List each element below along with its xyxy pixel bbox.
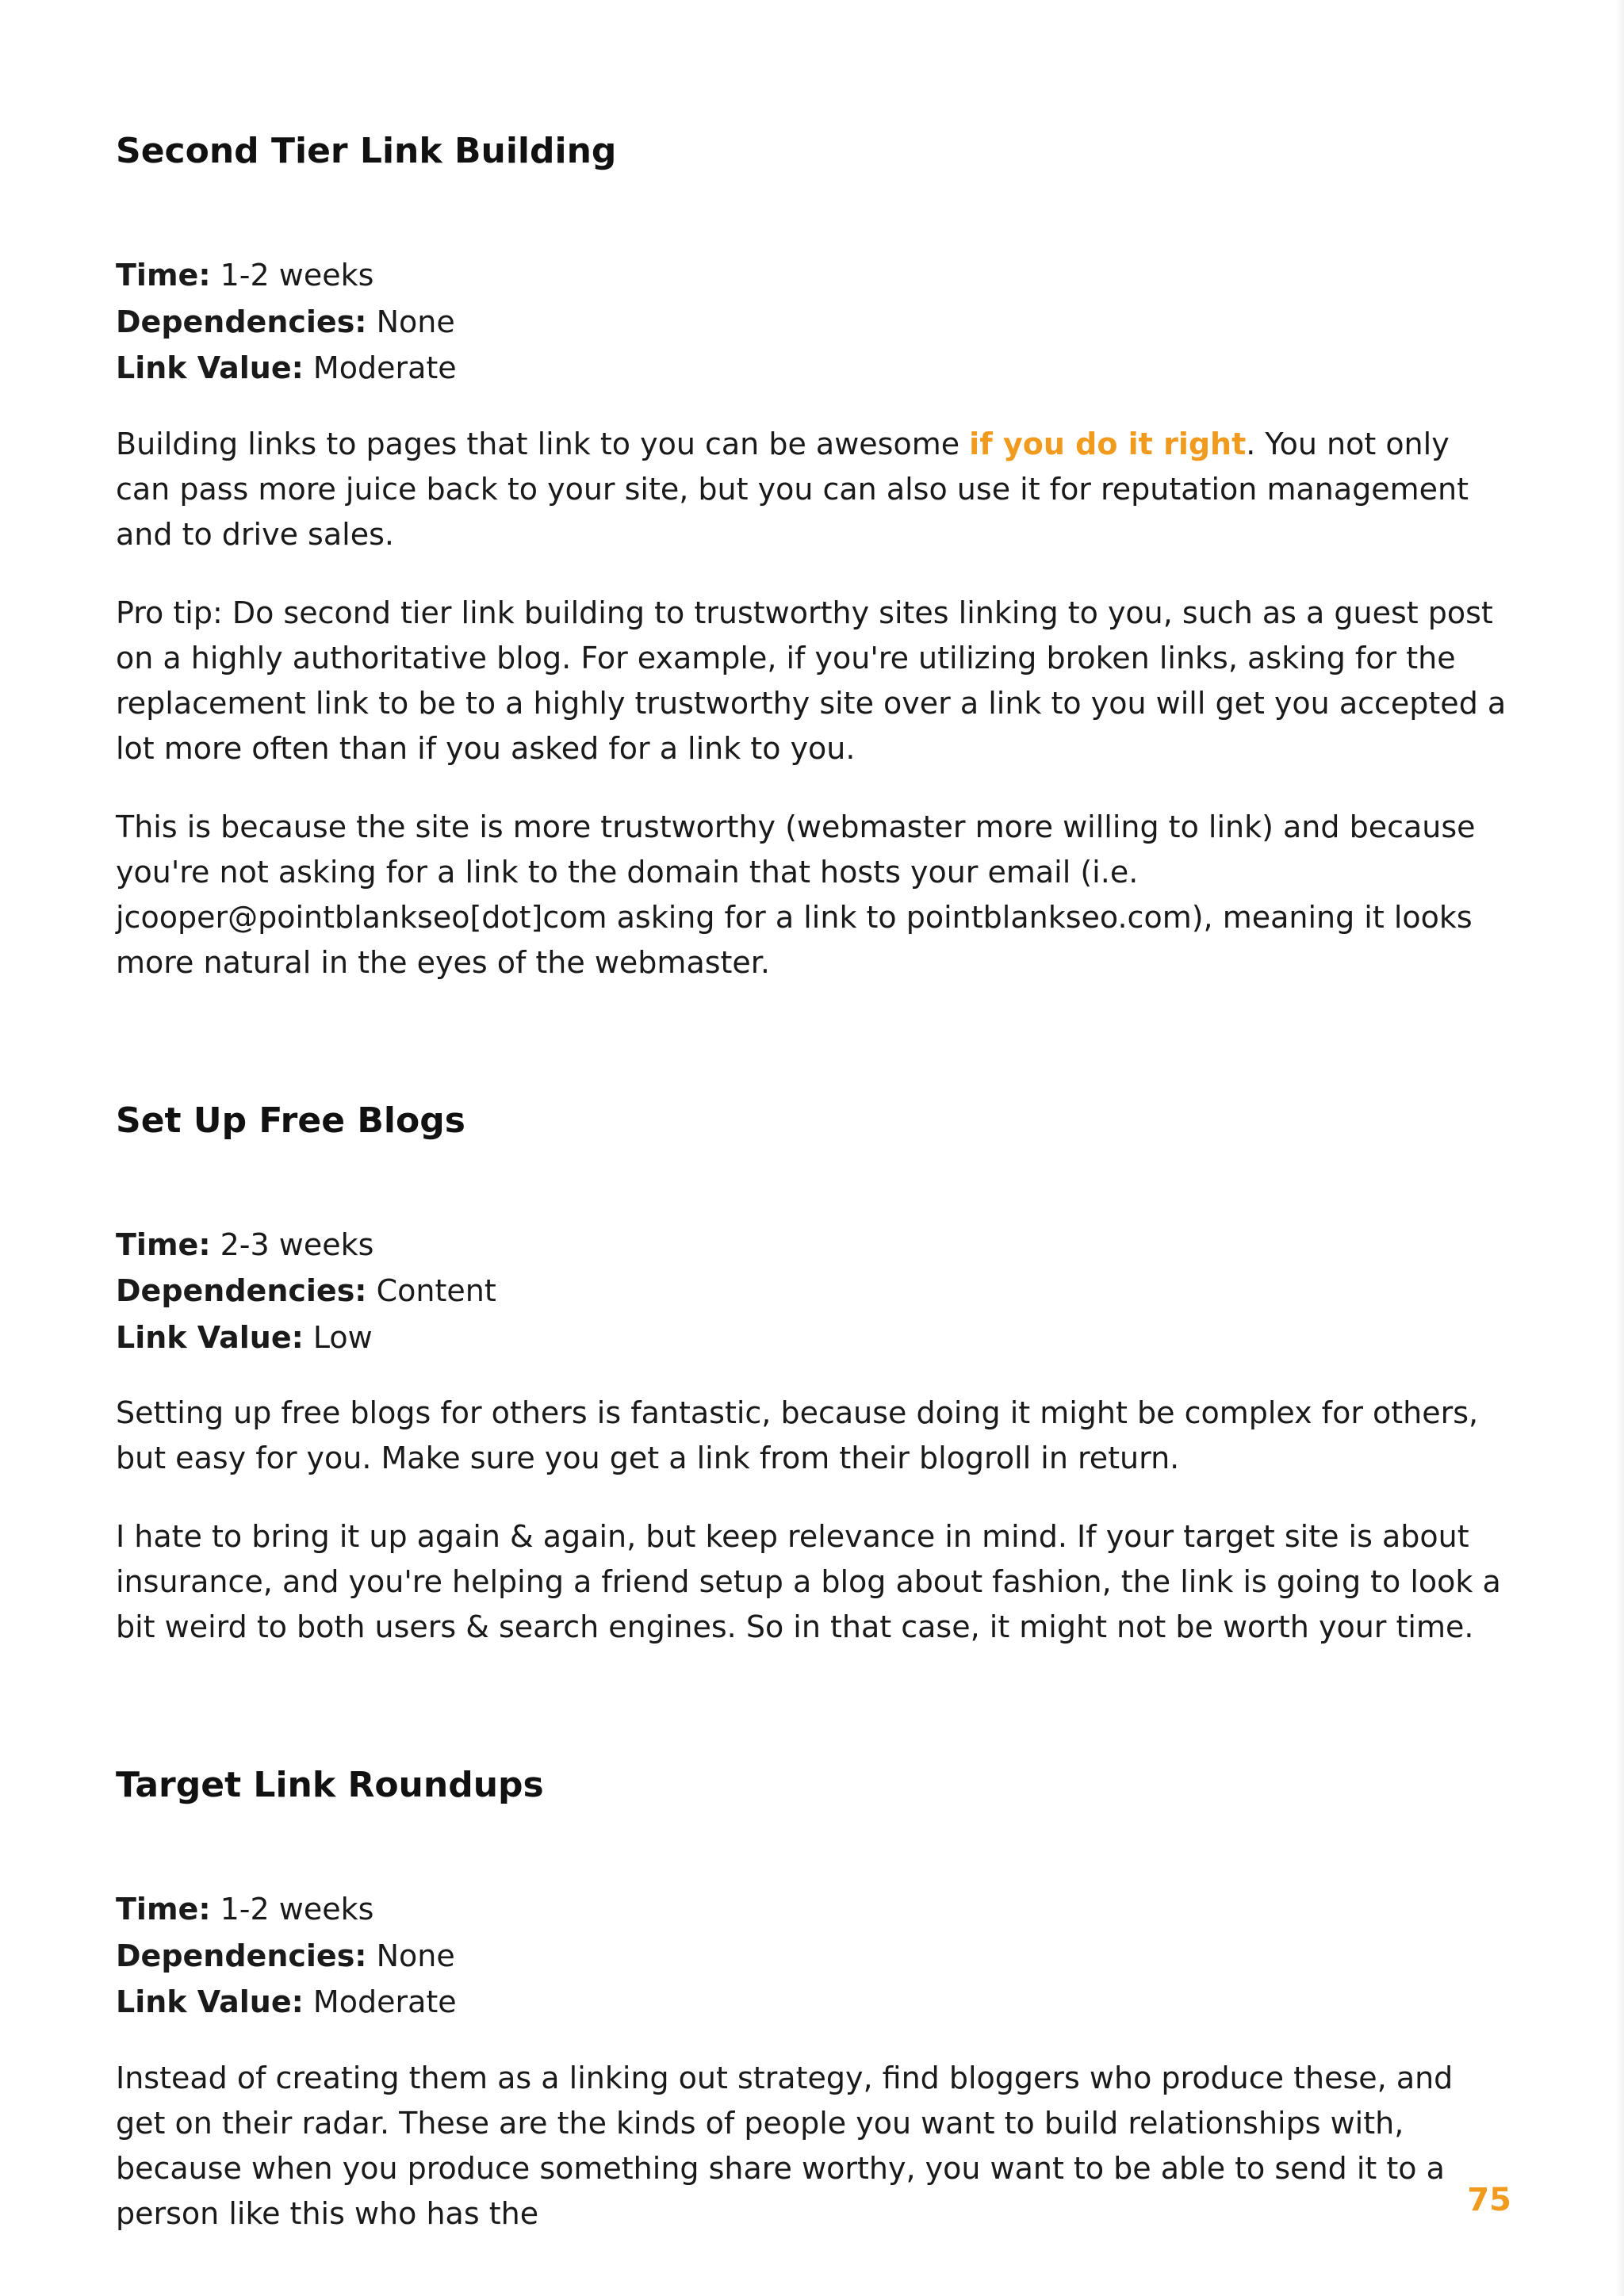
meta-time-value: 1-2 weeks	[220, 258, 374, 293]
paragraph: Setting up free blogs for others is fantastic, because doing it might be complex for others, but easy for you. Make sure you get a link from their blogroll in return.	[116, 1395, 1479, 1475]
meta-link-value-value: Low	[312, 1319, 373, 1355]
paragraph: Pro tip: Do second tier link building to trustworthy sites linking to you, such as a guest post on a highly authoritative blog. For example, if you're utilizing broken links, asking for the replacement link to be to a highly trustworthy site over a link to you will get you accepted a lot more often than if you asked for a link to you.	[116, 595, 1507, 766]
meta-dependencies-label: Dependencies:	[116, 1938, 367, 1973]
highlight-link[interactable]: if you do it right	[969, 426, 1247, 461]
meta-dependencies	[116, 299, 1511, 346]
meta-link-value-value: Moderate	[312, 1984, 457, 2019]
meta-time	[116, 1222, 1511, 1269]
section-heading: Second Tier Link Building	[116, 131, 617, 171]
paragraph: I hate to bring it up again & again, but keep relevance in mind. If your target site is about insurance, and you're helping a friend setup a blog about fashion, the link is going to look a bit weird to both users & search engines. So in that case, it might not be worth your time.	[116, 1519, 1501, 1644]
page-number: 75	[1467, 2182, 1511, 2218]
meta-dependencies-value: None	[376, 1938, 455, 1973]
section-meta	[116, 1222, 1511, 1361]
section-set-up-free-blogs	[116, 1096, 1511, 1651]
meta-link-value-label: Link Value:	[116, 1319, 304, 1355]
meta-dependencies	[116, 1268, 1511, 1314]
page-edge-shadow	[1616, 0, 1624, 2296]
meta-link-value-value: Moderate	[312, 350, 457, 385]
section-target-link-roundups	[116, 1761, 1511, 2237]
meta-time-label: Time:	[116, 258, 211, 293]
paragraph: This is because the site is more trustworthy (webmaster more willing to link) and because you're not asking for a link to the domain that hosts your email (i.e. jcooper@pointblankseo[dot]com asking for a link to pointblankseo.com), meaning it looks more natural in the eyes of the webmaster.	[116, 809, 1476, 980]
meta-link-value	[116, 1314, 1511, 1361]
meta-dependencies-value: Content	[376, 1273, 496, 1308]
section-heading: Target Link Roundups	[116, 1765, 544, 1805]
meta-link-value	[116, 1979, 1511, 2026]
meta-link-value-label: Link Value:	[116, 350, 304, 385]
meta-time-label: Time:	[116, 1226, 211, 1262]
meta-time-label: Time:	[116, 1892, 211, 1927]
meta-time	[116, 1886, 1511, 1933]
meta-link-value-label: Link Value:	[116, 1984, 304, 2019]
section-heading: Set Up Free Blogs	[116, 1100, 465, 1141]
meta-dependencies	[116, 1933, 1511, 1980]
paragraph-text: . You not only can pass more juice back to your site, but you can also use it for reputation management and to drive sales.	[116, 426, 1469, 552]
meta-link-value	[116, 345, 1511, 392]
paragraph: Instead of creating them as a linking out strategy, find bloggers who produce these, and get on their radar. These are the kinds of people you want to build relationships with, because when you produce something share worthy, you want to be able to send it to a person like this who has the	[116, 2060, 1454, 2231]
section-meta	[116, 1886, 1511, 2026]
meta-dependencies-value: None	[376, 304, 455, 339]
paragraph	[116, 422, 1511, 557]
meta-time-value: 2-3 weeks	[220, 1226, 374, 1262]
meta-time-value: 1-2 weeks	[220, 1892, 374, 1927]
paragraph-text: Building links to pages that link to you can be awesome	[116, 426, 970, 461]
section-meta	[116, 252, 1511, 392]
meta-dependencies-label: Dependencies:	[116, 1273, 367, 1308]
meta-dependencies-label: Dependencies:	[116, 304, 367, 339]
meta-time	[116, 252, 1511, 299]
page-content	[116, 127, 1511, 2270]
section-second-tier-link-building	[116, 127, 1511, 985]
